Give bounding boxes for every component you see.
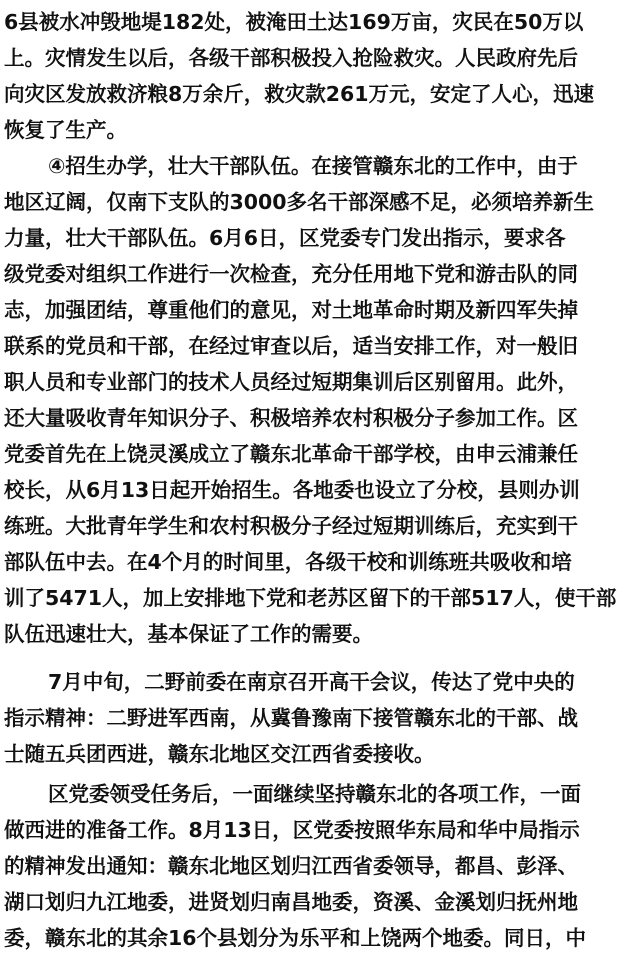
text-line: 还大量吸收青年知识分子、积极培养农村积极分子参加工作。区 (4, 406, 578, 430)
text-line: 向灾区发放救济粮8万余斤，救灾款261万元，安定了人心，迅速 (4, 82, 595, 106)
text-line: 联系的党员和干部，在经过审查以后，适当安排工作，对一般旧 (4, 334, 578, 358)
text-line: 校长，从6月13日起开始招生。各地委也设立了分校，县则办训 (4, 478, 580, 502)
text-line: 指示精神：二野进军西南，从冀鲁豫南下接管赣东北的干部、战 (4, 706, 578, 730)
text-line: 做西进的准备工作。8月13日，区党委按照华东局和华中局指示 (4, 818, 580, 842)
text-line: 7月中旬，二野前委在南京召开高干会议，传达了党中央的 (48, 670, 575, 694)
text-line: 训了5471人，加上安排地下党和老苏区留下的干部517人，使干部 (4, 586, 617, 610)
text-line: 地区辽阔，仅南下支队的3000多名干部深感不足，必须培养新生 (4, 190, 595, 214)
text-line: 力量，壮大干部队伍。6月6日，区党委专门发出指示，要求各 (4, 226, 566, 250)
text-line: 委，赣东北的其余16个县划分为乐平和上饶两个地委。同日，中 (4, 926, 587, 950)
text-line: 队伍迅速壮大，基本保证了工作的需要。 (4, 622, 373, 646)
text-line: 党委首先在上饶灵溪成立了赣东北革命干部学校，由申云浦兼任 (4, 442, 578, 466)
text-line: 区党委领受任务后，一面继续坚持赣东北的各项工作，一面 (48, 782, 581, 806)
text-line: 部队伍中去。在4个月的时间里，各级干校和训练班共吸收和培 (4, 550, 572, 574)
text-line: 的精神发出通知：赣东北地区划归江西省委领导，都昌、彭泽、 (4, 854, 578, 878)
text-line: 级党委对组织工作进行一次检查，充分任用地下党和游击队的同 (4, 262, 578, 286)
text-line: 6县被水冲毁地堤182处，被淹田土达169万亩，灾民在50万以 (4, 10, 584, 34)
text-line: 士随五兵团西进，赣东北地区交江西省委接收。 (4, 742, 435, 766)
text-line: 恢复了生产。 (4, 118, 127, 142)
text-line: 职人员和专业部门的技术人员经过短期集训后区别留用。此外， (4, 370, 578, 394)
text-line: 练班。大批青年学生和农村积极分子经过短期训练后，充实到干 (4, 514, 578, 538)
text-line: 志，加强团结，尊重他们的意见，对土地革命时期及新四军失掉 (4, 298, 578, 322)
text-line: 上。灾情发生以后，各级干部积极投入抢险救灾。人民政府先后 (4, 46, 578, 70)
text-line: 湖口划归九江地委，进贤划归南昌地委，资溪、金溪划归抚州地 (4, 890, 578, 914)
text-line: ④招生办学，壮大干部队伍。在接管赣东北的工作中，由于 (48, 154, 578, 178)
